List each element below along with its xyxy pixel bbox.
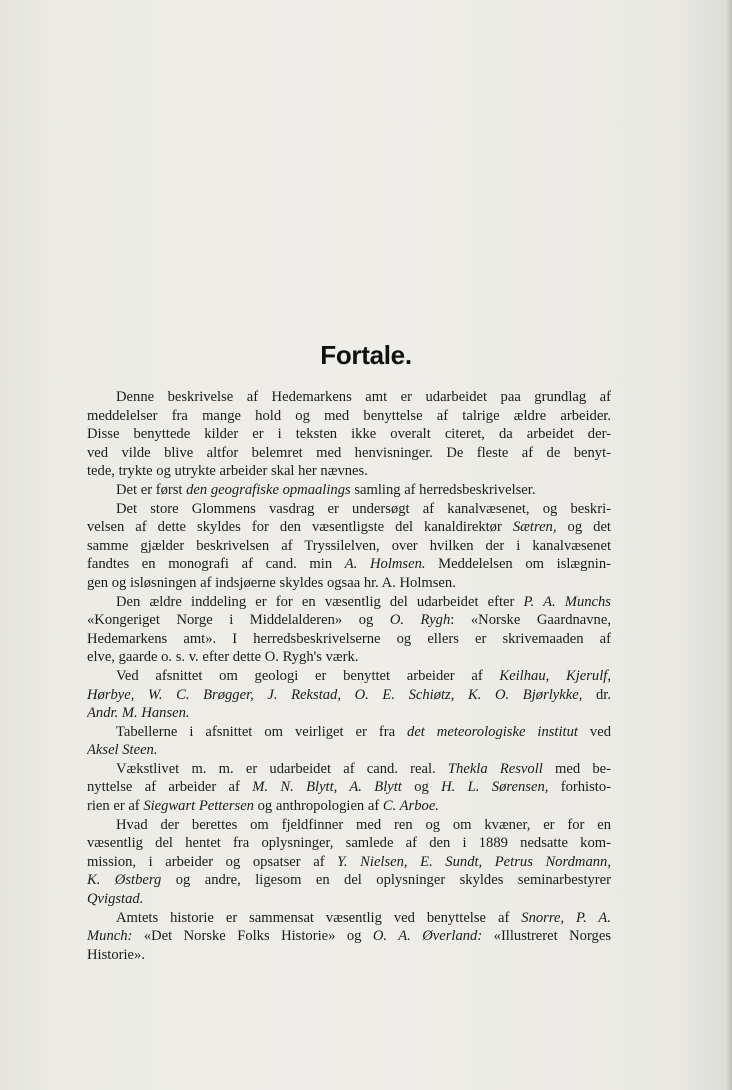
text-run: Meddelelsen om islægnin-	[425, 556, 611, 573]
italic-text: Andr. M. Hansen.	[87, 705, 190, 722]
text-run: «Illustreret Norges	[482, 928, 611, 945]
italic-text: den geografiske opmaalings	[186, 481, 351, 498]
text-run: «Det Norske Folks Historie» og	[132, 928, 373, 945]
text-run: «Kongeriget Norge i Middelalderen» og	[87, 612, 390, 629]
text-run: velsen af dette skyldes for den væsentligste del kanaldirektør	[87, 519, 513, 536]
text-line	[87, 871, 611, 890]
preface-body	[87, 388, 611, 964]
text-line	[87, 630, 611, 649]
text-run: Amtets historie er sammensat væsentlig ved benyttelse af	[116, 909, 522, 926]
text-run: meddelelser fra mange hold og med benyttelse af talrige ældre arbeider.	[87, 407, 611, 424]
text-run: : «Norske Gaardnavne,	[450, 612, 611, 629]
italic-text: Y. Nielsen, E. Sundt, Petrus Nordmann,	[337, 853, 611, 870]
text-run: og andre, ligesom en del oplysninger skyldes seminarbestyrer	[161, 872, 611, 889]
italic-text: Sætren,	[512, 519, 557, 536]
text-run: Ved afsnittet om geologi er benyttet arbeider af	[116, 667, 500, 684]
text-line	[87, 518, 611, 537]
text-line	[87, 555, 611, 574]
text-line	[87, 481, 611, 500]
text-run: Tabellerne i afsnittet om veirliget er fra	[116, 723, 408, 740]
text-run: samling af herredsbeskrivelser.	[350, 481, 536, 498]
text-line	[87, 853, 611, 872]
text-run: nyttelse af arbeider af	[87, 779, 253, 796]
text-run: Historie».	[87, 946, 145, 963]
text-run: dr.	[582, 686, 611, 703]
text-line	[87, 890, 611, 909]
text-line	[87, 741, 611, 760]
text-line	[87, 407, 611, 426]
italic-text: Thekla Resvoll	[447, 760, 543, 777]
italic-text: Keilhau, Kjerulf,	[499, 667, 611, 684]
italic-text: Snorre, P. A.	[521, 909, 611, 926]
text-line	[87, 444, 611, 463]
text-run: ved vilde blive altfor belemret med henvisninger. De fleste af de benyt-	[87, 444, 611, 461]
text-line	[87, 704, 611, 723]
text-line	[87, 834, 611, 853]
text-run: rien er af	[87, 798, 144, 815]
text-run: og det	[556, 519, 611, 536]
page-title: Fortale.	[320, 340, 412, 370]
text-run: mission, i arbeider og opsatser af	[87, 853, 338, 870]
italic-text: P. A. Munchs	[523, 593, 611, 610]
text-run: Hedemarkens amt». I herredsbeskrivelserne og ellers er skrivemaaden af	[87, 630, 611, 647]
text-run: Vækstlivet m. m. er udarbeidet af cand. real.	[116, 760, 448, 777]
text-run: fandtes en monografi af cand. min	[87, 556, 345, 573]
text-line	[87, 593, 611, 612]
page-edge-shadow	[726, 0, 732, 1090]
text-run: Det er først	[116, 481, 187, 498]
text-run: og	[401, 779, 442, 796]
text-line	[87, 723, 611, 742]
text-line	[87, 574, 611, 593]
italic-text: O. A. Øverland:	[372, 928, 483, 945]
text-run: ved	[577, 723, 611, 740]
text-line	[87, 648, 611, 667]
text-line	[87, 760, 611, 779]
text-line	[87, 611, 611, 630]
italic-text: M. N. Blytt, A. Blytt	[252, 779, 402, 796]
text-run: forhisto-	[548, 779, 611, 796]
text-run: væsentlig del hentet fra oplysninger, samlede af den i 1889 nedsatte kom-	[87, 835, 611, 852]
text-line	[87, 388, 611, 407]
text-line	[87, 778, 611, 797]
text-line	[87, 797, 611, 816]
text-line	[87, 537, 611, 556]
text-run: Det store Glommens vasdrag er undersøgt af kanalvæsenet, og beskri-	[116, 500, 611, 517]
text-line	[87, 927, 611, 946]
text-line	[87, 425, 611, 444]
italic-text: Qvigstad.	[87, 891, 144, 908]
italic-text: H. L. Sørensen,	[441, 779, 549, 796]
italic-text: Aksel Steen.	[87, 742, 158, 759]
text-run: Den ældre inddeling er for en væsentlig del udarbeidet efter	[116, 593, 524, 610]
text-line	[87, 500, 611, 519]
text-run: med be-	[542, 760, 611, 777]
text-line	[87, 667, 611, 686]
italic-text: K. Østberg	[87, 872, 162, 889]
text-run: tede, trykte og utrykte arbeider skal her nævnes.	[87, 463, 368, 480]
text-run: elve, gaarde o. s. v. efter dette O. Rygh's værk.	[87, 649, 359, 666]
italic-text: Munch:	[87, 928, 133, 945]
text-line	[87, 946, 611, 965]
text-line	[87, 816, 611, 835]
text-run: samme gjælder beskrivelsen af Tryssilelven, over hvilken der i kanalvæsenet	[87, 537, 611, 554]
text-line	[87, 909, 611, 928]
text-line	[87, 686, 611, 705]
text-run: Hvad der berettes om fjeldfinner med ren og om kvæner, er for en	[116, 816, 611, 833]
italic-text: Siegwart Pettersen	[143, 798, 254, 815]
text-run: og anthropologien af	[253, 798, 383, 815]
text-line	[87, 462, 611, 481]
text-run: Denne beskrivelse af Hedemarkens amt er udarbeidet paa grundlag af	[116, 389, 611, 405]
italic-text: A. Holmsen.	[344, 556, 426, 573]
italic-text: det meteorologiske institut	[407, 723, 578, 740]
italic-text: C. Arboe.	[382, 798, 439, 815]
text-run: Disse benyttede kilder er i teksten ikke overalt citeret, da arbeidet der-	[87, 426, 611, 443]
italic-text: Hørbye, W. C. Brøgger, J. Rekstad, O. E. Schiøtz, K. O. Bjørlykke,	[87, 686, 583, 703]
text-run: gen og isløsningen af indsjøerne skyldes ogsaa hr. A. Holmsen.	[87, 574, 456, 591]
italic-text: O. Rygh	[389, 612, 451, 629]
